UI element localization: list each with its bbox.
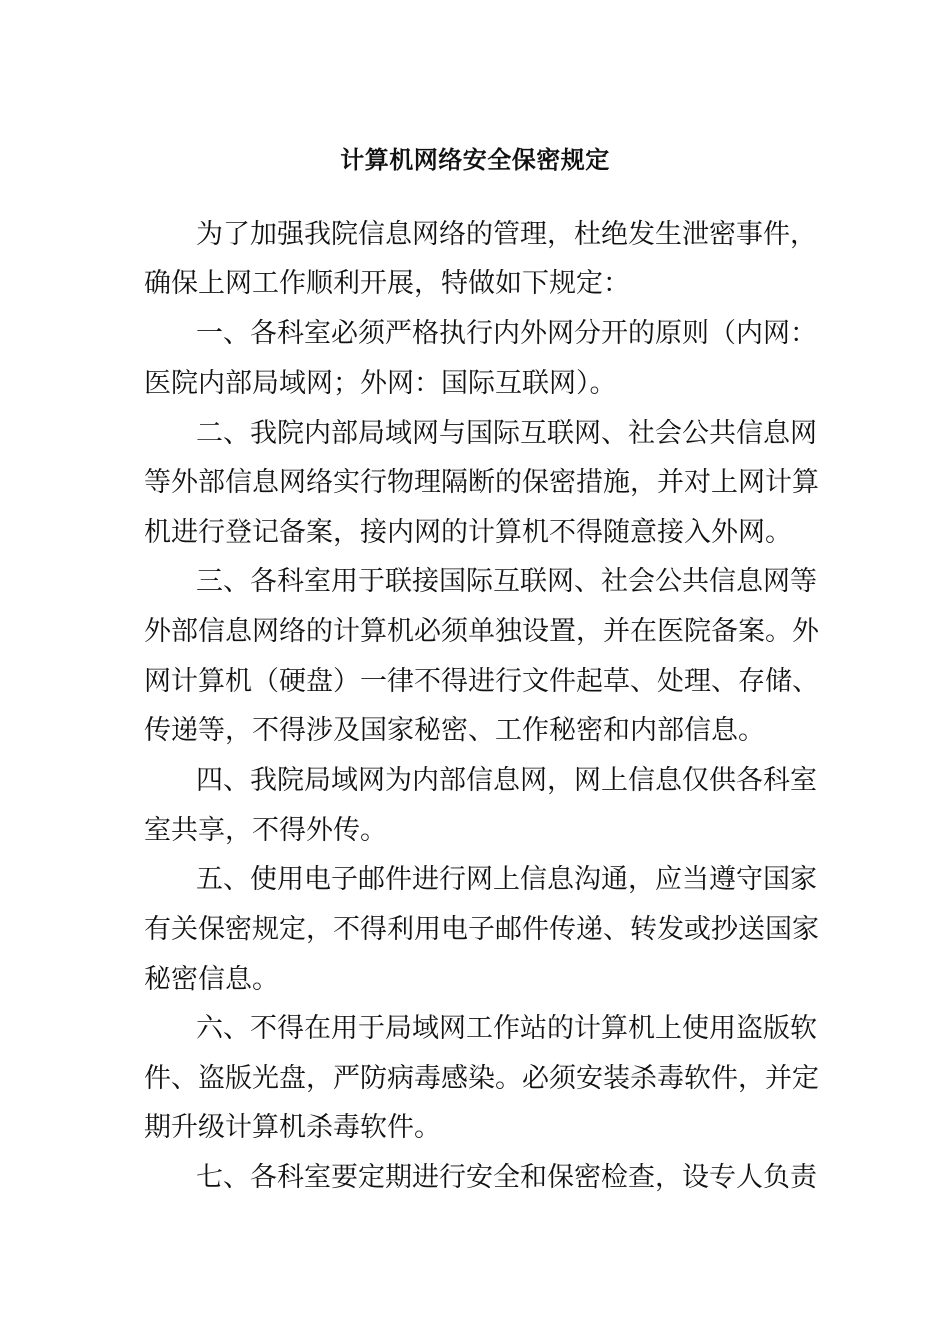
paragraph-line: 件、盗版光盘，严防病毒感染。必须安装杀毒软件，并定 xyxy=(144,1063,819,1094)
paragraph-line: 确保上网工作顺利开展，特做如下规定： xyxy=(144,268,630,299)
paragraph-line: 期升级计算机杀毒软件。 xyxy=(144,1112,441,1143)
paragraph-line: 为了加强我院信息网络的管理，杜绝发生泄密事件， xyxy=(196,219,817,250)
paragraph-line: 等外部信息网络实行物理隔断的保密措施，并对上网计算 xyxy=(144,467,819,498)
paragraph-line: 一、各科室必须严格执行内外网分开的原则（内网： xyxy=(196,318,817,349)
document-title: 计算机网络安全保密规定 xyxy=(340,146,610,174)
paragraph-line: 传递等，不得涉及国家秘密、工作秘密和内部信息。 xyxy=(144,715,765,746)
paragraph-line: 四、我院局域网为内部信息网，网上信息仅供各科室 xyxy=(196,765,817,796)
paragraph-line: 二、我院内部局域网与国际互联网、社会公共信息网 xyxy=(196,418,817,449)
paragraph-line: 机进行登记备案，接内网的计算机不得随意接入外网。 xyxy=(144,517,792,548)
paragraph-line: 室共享，不得外传。 xyxy=(144,815,387,846)
paragraph-line: 医院内部局域网；外网：国际互联网）。 xyxy=(144,368,617,399)
paragraph-line: 外部信息网络的计算机必须单独设置，并在医院备案。外 xyxy=(144,616,819,647)
paragraph-line: 网计算机（硬盘）一律不得进行文件起草、处理、存储、 xyxy=(144,666,819,697)
paragraph-line: 七、各科室要定期进行安全和保密检查，设专人负责 xyxy=(196,1162,817,1193)
paragraph-line: 五、使用电子邮件进行网上信息沟通，应当遵守国家 xyxy=(196,864,817,895)
paragraph-line: 秘密信息。 xyxy=(144,964,279,995)
paragraph-line: 三、各科室用于联接国际互联网、社会公共信息网等 xyxy=(196,566,817,597)
paragraph-line: 六、不得在用于局域网工作站的计算机上使用盗版软 xyxy=(196,1013,817,1044)
paragraph-line: 有关保密规定，不得利用电子邮件传递、转发或抄送国家 xyxy=(144,914,819,945)
